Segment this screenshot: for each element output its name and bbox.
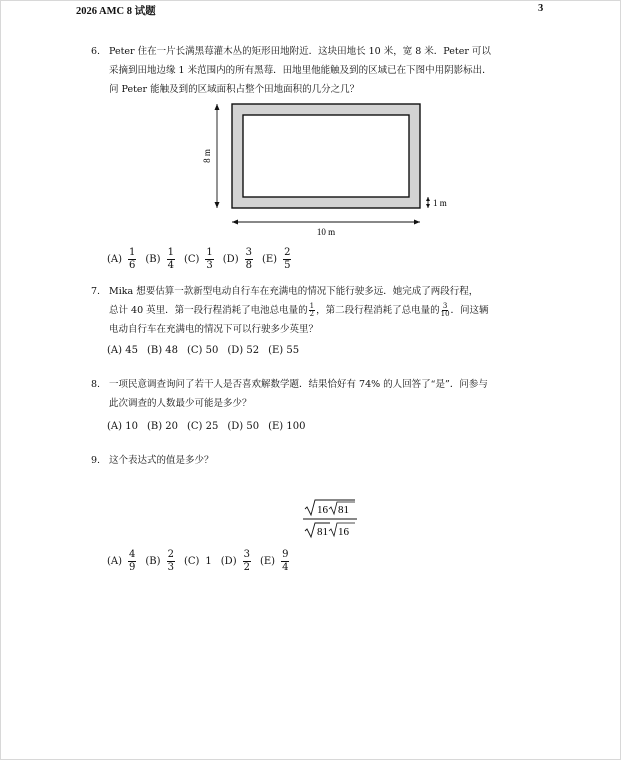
arrow-head [215,104,220,110]
page-header-title: 2026 AMC 8 试题 [76,6,156,17]
question-text-line: 一项民意调查询问了若干人是否喜欢解数学题．结果恰好有 74% 的人回答了“是”．问参与 [109,379,488,390]
answer-choices-q8 [107,421,314,432]
answer-choice-d[interactable]: (D) $\frac{3}{2}$ [220,549,250,573]
answer-choice-e[interactable]: (E) 100 [268,421,306,432]
question-text: 这个表达式的值是多少？ [109,455,214,466]
answer-choice-c[interactable]: (C) 25 [187,421,219,432]
answer-choice-b[interactable]: (B) $\frac{2}{3}$ [145,549,174,573]
arrow-head [215,202,220,208]
question-number: 8. [91,379,101,390]
arrow-head [426,197,430,201]
answer-choice-a[interactable]: (A) $\frac{1}{6}$ [107,247,136,271]
answer-choice-b[interactable]: (B) 48 [146,345,178,356]
answer-choice-a[interactable]: (A) $\frac{4}{9}$ [107,549,136,573]
arrow-head [426,204,430,208]
radicand: 16 [317,504,328,516]
arrow-head [232,220,238,225]
question-text-line: 问 Peter 能触及到的区域面积占整个田地面积的几分之几？ [109,84,360,95]
question-text-line: Mika 想要估算一款新型电动自行车在充满电的情况下能行驶多远．她完成了两段行程， [109,286,479,297]
question-text [109,375,555,413]
field-diagram [195,98,455,240]
answer-choice-b[interactable]: (B) 20 [146,421,178,432]
page-number: 3 [538,3,544,14]
radicand: 81 [317,526,328,538]
answer-choices-q6 [107,248,300,271]
radical-expression [300,498,360,542]
question-text-line: 采摘到田地边缘 1 米范围内的所有黑莓．田地里他能触及到的区域已在下图中用阴影标出． [109,65,492,76]
field-inner-rect [243,115,409,197]
question-number: 6. [91,46,101,57]
radicand: 16 [338,526,349,538]
answer-choices-q9 [107,550,298,573]
answer-choice-c[interactable]: (C) 1 [183,556,212,567]
question-text-line: Peter 住在一片长满黑莓灌木丛的矩形田地附近．这块田地长 10 米，宽 8 米．Peter 可以 [109,46,491,57]
answer-choice-a[interactable]: (A) 10 [107,421,138,432]
question-text-line: 此次调查的人数最少可能是多少？ [109,398,252,409]
question-text [109,42,555,99]
question-number: 9. [91,455,101,466]
question-text [109,282,555,339]
question-6 [91,42,555,99]
height-label: 8 m [202,149,212,163]
answer-choice-c[interactable]: (C) 50 [187,345,219,356]
answer-choice-e[interactable]: (E) $\frac{2}{5}$ [261,247,291,271]
answer-choice-c[interactable]: (C) $\frac{1}{3}$ [183,247,213,271]
width-label: 10 m [316,227,336,237]
answer-choice-d[interactable]: (D) $\frac{3}{8}$ [222,247,252,271]
answer-choice-b[interactable]: (B) $\frac{1}{4}$ [145,247,174,271]
question-number: 7. [91,286,101,297]
question-9 [91,451,555,470]
answer-choice-a[interactable]: (A) 45 [107,345,138,356]
answer-choice-e[interactable]: (E) $\frac{9}{4}$ [259,549,289,573]
question-7 [91,282,555,339]
inline-fraction: $\frac{3}{10}$ [440,302,450,318]
answer-choice-e[interactable]: (E) 55 [268,345,300,356]
border-label: 1 m [433,198,447,208]
answer-choice-d[interactable]: (D) 52 [227,345,260,356]
inline-fraction: $\frac{1}{2}$ [309,302,315,318]
answer-choices-q7 [107,345,308,356]
arrow-head [414,220,420,225]
question-text-line: 电动自行车在充满电的情况下可以行驶多少英里？ [109,324,319,335]
question-8 [91,375,555,413]
question-text-line: 总计 40 英里．第一段行程消耗了电池总电量的 $\frac{1}{2}$ ，第二段行程消耗了总电量的 $\frac{3}{10}$ ．问这辆 [109,302,489,318]
radicand: 81 [338,504,349,516]
answer-choice-d[interactable]: (D) 50 [227,421,260,432]
